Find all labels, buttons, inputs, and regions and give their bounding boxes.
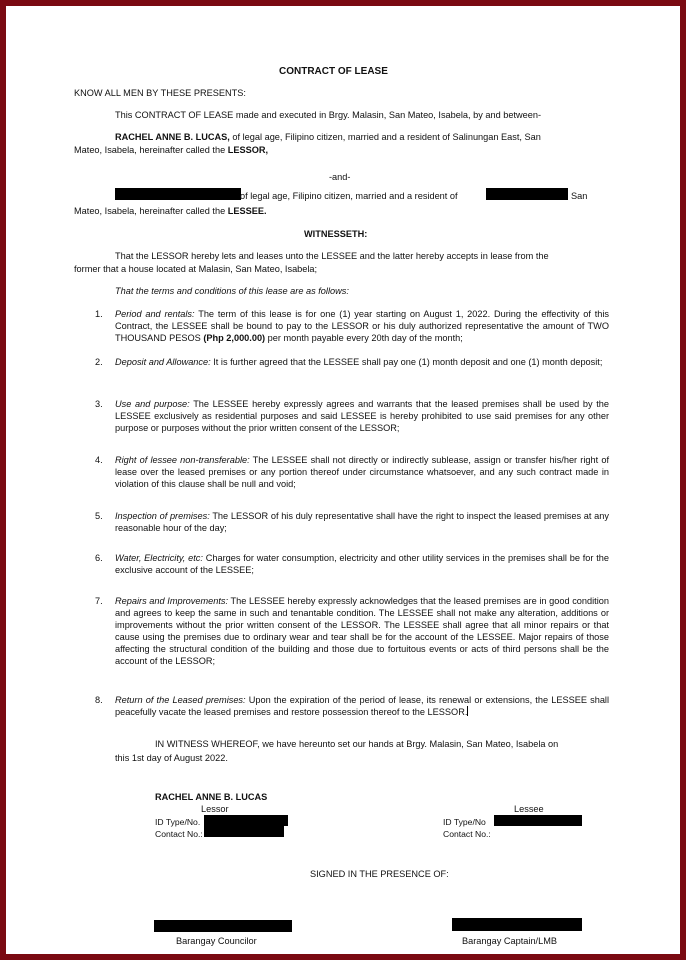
- clause-number: 2.: [95, 357, 103, 367]
- lessor-line-2: [74, 144, 268, 156]
- lessor-id-label: ID Type/No.: [155, 817, 201, 827]
- clause-use-purpose: [115, 398, 609, 434]
- councilor-signature-redaction: [154, 920, 292, 932]
- text-cursor: [467, 706, 468, 716]
- lessee-address-redaction: [486, 188, 568, 200]
- clause-text: The LESSEE shall not directly or indirectly sublease, assign or transfer his/her right of lease over the leased premises or any portion thereof under circumstance whatsoever, and any such contract made in violation of this clause shall be null and void;: [115, 455, 609, 489]
- witness-right-role: Barangay Captain/LMB: [462, 936, 557, 946]
- lessee-role: LESSEE.: [227, 206, 267, 216]
- clause-utilities: [115, 552, 609, 576]
- clause-text: Charges for water consumption, electricity and other utility services in the premises shall be for the exclusive account of the LESSEE;: [115, 553, 609, 575]
- lets-line-2: former that a house located at Malasin, San Mateo, Isabela;: [74, 264, 318, 274]
- lessee-contact-label: Contact No.:: [443, 829, 491, 839]
- signed-in-presence: SIGNED IN THE PRESENCE OF:: [310, 869, 449, 879]
- lessee-signature-role: Lessee: [514, 804, 544, 814]
- witnesseth-heading: WITNESSETH:: [304, 229, 368, 239]
- clause-number: 5.: [95, 511, 103, 521]
- clause-number: 6.: [95, 553, 103, 563]
- clause-text: The LESSEE hereby expressly agrees and warrants that the leased premises shall be used by the LESSEE exclusively as residential purposes and said LESSEE is hereby prohibited to use said premises for any other purpose or purposes without the prior written consent of the LESSOR;: [115, 399, 609, 433]
- preamble: KNOW ALL MEN BY THESE PRESENTS:: [74, 88, 246, 98]
- witness-whereof-line-2: this 1st day of August 2022.: [115, 753, 228, 763]
- clause-heading: Repairs and Improvements:: [115, 596, 229, 606]
- clause-heading: Deposit and Allowance:: [115, 357, 211, 367]
- clause-deposit: [115, 356, 609, 368]
- lessee-name-redaction: [115, 188, 241, 200]
- clause-inspection: [115, 510, 609, 534]
- lessor-name: RACHEL ANNE B. LUCAS,: [115, 132, 230, 142]
- lessee-id-label: ID Type/No: [443, 817, 486, 827]
- lets-line-1: That the LESSOR hereby lets and leases unto the LESSEE and the latter hereby accepts in lease from the: [115, 251, 549, 261]
- clause-number: 8.: [95, 695, 103, 705]
- lessor-line-1: [115, 131, 541, 143]
- clause-heading: Inspection of premises:: [115, 511, 210, 521]
- clause-text: Upon the expiration of the period of lease, its renewal or extensions, the LESSEE shall peacefully vacate the leased premises and restore possession thereof to the LESSOR.: [115, 695, 610, 717]
- clause-period-rentals: [115, 308, 609, 344]
- witness-left-role: Barangay Councilor: [176, 936, 257, 946]
- witness-whereof-line-1: IN WITNESS WHEREOF, we have hereunto set our hands at Brgy. Malasin, San Mateo, Isabela on: [155, 739, 559, 749]
- and-separator: -and-: [329, 172, 351, 182]
- clause-number: 3.: [95, 399, 103, 409]
- clause-heading: Right of lessee non-transferable:: [115, 455, 250, 465]
- clause-text: It is further agreed that the LESSEE shall pay one (1) month deposit and one (1) month deposit;: [210, 357, 603, 367]
- clause-heading: Period and rentals:: [115, 309, 195, 319]
- lessee-id-redaction: [494, 815, 582, 826]
- clause-text: The term of this lease is for one (1) year starting on August 1, 2022. During the effectivity of this Contract, the LESSEE shall be bound to pay to the LESSOR or his duly authorized representative the amount of TWO THOUSAND PESOS: [115, 309, 610, 343]
- clause-number: 1.: [95, 309, 103, 319]
- clause-heading: Return of the Leased premises:: [115, 695, 246, 705]
- terms-intro: That the terms and conditions of this lease are as follows:: [115, 286, 349, 296]
- clause-text-tail: per month payable every 20th day of the month;: [265, 333, 463, 343]
- clause-return-premises: [115, 694, 609, 718]
- clause-number: 4.: [95, 455, 103, 465]
- document-page: [6, 6, 680, 954]
- document-title: CONTRACT OF LEASE: [279, 66, 388, 77]
- lessee-line-2: [74, 205, 267, 217]
- lessee-desc-1: of legal age, Filipino citizen, married and a resident of: [240, 191, 458, 201]
- intro-paragraph: This CONTRACT OF LEASE made and executed in Brgy. Malasin, San Mateo, Isabela, by and between-: [115, 110, 542, 120]
- lessor-desc-1: of legal age, Filipino citizen, married and a resident of Salinungan East, San: [229, 132, 541, 142]
- clause-heading: Use and purpose:: [115, 399, 190, 409]
- lessor-role: LESSOR,: [227, 145, 269, 155]
- lessor-signature-name: RACHEL ANNE B. LUCAS: [155, 792, 268, 802]
- clause-text: The LESSOR of his duly representative shall have the right to inspect the leased premises at any reasonable hour of the day;: [115, 511, 609, 533]
- clause-heading: Water, Electricity, etc:: [115, 553, 203, 563]
- rent-amount: (Php 2,000.00): [203, 333, 266, 343]
- lessee-desc-1b: San: [571, 191, 588, 201]
- lessee-desc-2: Mateo, Isabela, hereinafter called the: [74, 206, 228, 216]
- clause-text: The LESSEE hereby expressly acknowledges that the leased premises are in good condition and agrees to keep the same in such and tenantable condition. The LESSEE shall not make any alteration, additions or improvements without the prior written consent of the LESSOR. The LESSEE shall agree that all minor repairs or that cause using the premises due to ordinary wear and tear shall be for the account of the LESSEE. Major repairs of those affecting the structural condition of the building and those due to fortuitous events or acts of third persons shall be the account of the LESSOR;: [115, 596, 609, 666]
- clause-repairs: [115, 595, 609, 667]
- lessor-id-redaction: [204, 815, 288, 826]
- clause-number: 7.: [95, 596, 103, 606]
- captain-signature-redaction: [452, 918, 582, 931]
- lessor-contact-label: Contact No.:: [155, 829, 203, 839]
- lessor-contact-redaction: [204, 826, 284, 837]
- lessor-desc-2: Mateo, Isabela, hereinafter called the: [74, 145, 228, 155]
- clause-non-transferable: [115, 454, 609, 490]
- lessor-signature-role: Lessor: [201, 804, 229, 814]
